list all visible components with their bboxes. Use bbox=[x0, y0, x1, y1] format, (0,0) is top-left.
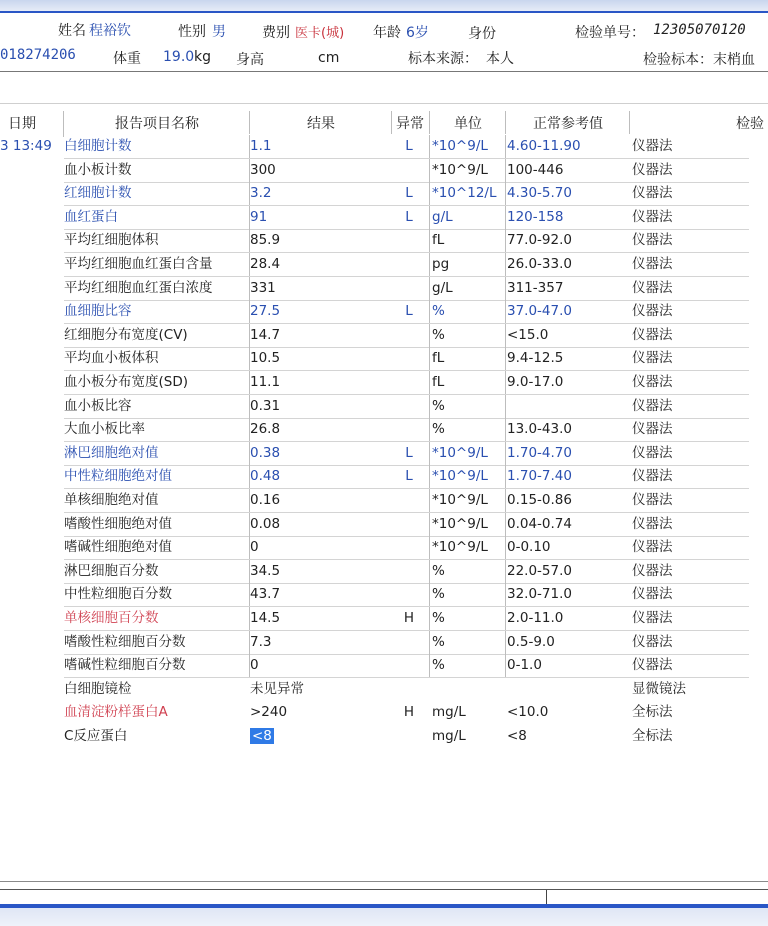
window-bottom-bar bbox=[0, 904, 768, 926]
item-unit: % bbox=[432, 633, 445, 650]
item-ref-range: 120-158 bbox=[507, 208, 564, 225]
item-flag bbox=[392, 631, 426, 654]
col-divider bbox=[429, 253, 430, 276]
item-ref-range: 37.0-47.0 bbox=[507, 303, 572, 320]
table-row[interactable] bbox=[0, 442, 768, 466]
item-unit: fL bbox=[432, 350, 445, 367]
item-flag bbox=[392, 395, 426, 418]
item-method: 仪器法 bbox=[632, 468, 673, 485]
item-result: 0.16 bbox=[250, 492, 281, 508]
item-unit: % bbox=[432, 562, 445, 579]
item-ref-range: 0.5-9.0 bbox=[507, 633, 555, 650]
item-unit: fL bbox=[432, 232, 445, 249]
item-ref-range: 1.70-7.40 bbox=[507, 468, 572, 485]
table-row[interactable] bbox=[0, 277, 768, 301]
col-divider bbox=[249, 277, 250, 300]
item-unit: *10^9/L bbox=[432, 492, 488, 508]
item-ref-range: 77.0-92.0 bbox=[507, 232, 572, 249]
sample-source: 本人 bbox=[486, 51, 514, 67]
item-unit: g/L bbox=[432, 279, 453, 296]
col-divider bbox=[505, 300, 506, 323]
col-divider bbox=[505, 371, 506, 394]
col-divider bbox=[505, 324, 506, 347]
item-result: 0 bbox=[250, 657, 259, 674]
col-divider bbox=[249, 159, 250, 182]
col-divider bbox=[429, 513, 430, 536]
item-unit: % bbox=[432, 610, 445, 626]
col-header-ref[interactable]: 正常参考值 bbox=[533, 116, 603, 132]
col-divider bbox=[391, 111, 392, 134]
weight-value: 19.0 bbox=[163, 49, 195, 65]
col-divider bbox=[249, 206, 250, 229]
table-row[interactable] bbox=[0, 395, 768, 419]
item-method: 仪器法 bbox=[632, 185, 673, 202]
item-result: 85.9 bbox=[250, 232, 281, 249]
item-name: 血小板计数 bbox=[64, 161, 132, 178]
item-unit: *10^9/L bbox=[432, 515, 488, 532]
item-flag bbox=[392, 536, 426, 559]
col-divider bbox=[505, 465, 506, 488]
table-row[interactable] bbox=[0, 560, 768, 584]
col-divider bbox=[429, 442, 430, 465]
col-divider bbox=[249, 560, 250, 583]
item-unit bbox=[432, 678, 506, 701]
table-row[interactable] bbox=[0, 418, 768, 442]
item-method: 仪器法 bbox=[632, 232, 673, 249]
item-result: 331 bbox=[250, 279, 276, 296]
item-flag bbox=[392, 583, 426, 606]
item-method: 仪器法 bbox=[632, 492, 673, 508]
col-divider bbox=[505, 536, 506, 559]
item-unit: % bbox=[432, 303, 445, 320]
item-method: 仪器法 bbox=[632, 326, 673, 343]
col-divider bbox=[249, 182, 250, 205]
col-divider bbox=[429, 347, 430, 370]
item-method: 仪器法 bbox=[632, 279, 673, 296]
item-flag: L bbox=[405, 468, 413, 485]
col-header-result[interactable]: 结果 bbox=[307, 116, 335, 132]
item-unit: % bbox=[432, 586, 445, 603]
item-unit: pg bbox=[432, 256, 450, 272]
col-divider bbox=[505, 206, 506, 229]
col-divider bbox=[505, 253, 506, 276]
item-method: 仪器法 bbox=[632, 256, 673, 272]
item-result: 26.8 bbox=[250, 421, 281, 438]
col-divider bbox=[505, 654, 506, 677]
item-ref-range: 22.0-57.0 bbox=[507, 562, 572, 579]
col-divider bbox=[505, 277, 506, 300]
item-method: 仪器法 bbox=[632, 138, 673, 154]
item-name: 嗜酸性粒细胞百分数 bbox=[64, 633, 186, 650]
name-label: 姓名 bbox=[58, 23, 86, 39]
item-flag bbox=[392, 418, 426, 441]
col-divider bbox=[629, 111, 630, 134]
col-divider bbox=[429, 300, 430, 323]
col-divider bbox=[249, 111, 250, 134]
col-divider bbox=[505, 182, 506, 205]
item-ref-range: 9.0-17.0 bbox=[507, 374, 564, 390]
item-result: 43.7 bbox=[250, 586, 281, 603]
col-divider bbox=[249, 253, 250, 276]
height-unit: cm bbox=[318, 50, 340, 66]
item-method: 仪器法 bbox=[632, 539, 673, 556]
item-method: 全标法 bbox=[632, 728, 673, 744]
col-divider bbox=[249, 442, 250, 465]
item-result: 0 bbox=[250, 539, 259, 556]
item-ref-range bbox=[507, 678, 627, 701]
col-divider bbox=[249, 135, 250, 158]
item-ref-range: 0.15-0.86 bbox=[507, 492, 572, 508]
item-name: 淋巴细胞绝对值 bbox=[64, 444, 159, 461]
item-name: 平均红细胞血红蛋白含量 bbox=[64, 256, 213, 272]
item-method: 仪器法 bbox=[632, 421, 673, 438]
table-row[interactable] bbox=[0, 631, 768, 655]
item-result: 34.5 bbox=[250, 562, 281, 579]
item-method: 仪器法 bbox=[632, 562, 673, 579]
item-unit: % bbox=[432, 397, 445, 414]
patient-name: 程裕钦 bbox=[89, 23, 131, 39]
item-result: 28.4 bbox=[250, 256, 281, 272]
table-row[interactable] bbox=[0, 229, 768, 253]
item-flag bbox=[392, 347, 426, 370]
item-ref-range: 100-446 bbox=[507, 161, 564, 178]
table-row[interactable] bbox=[0, 347, 768, 371]
table-row[interactable] bbox=[0, 159, 768, 183]
row-time: 3 13:49 bbox=[0, 138, 52, 154]
table-row[interactable] bbox=[0, 678, 768, 702]
item-result: 1.1 bbox=[250, 138, 272, 154]
col-divider bbox=[249, 418, 250, 441]
item-flag bbox=[392, 654, 426, 677]
col-divider bbox=[505, 442, 506, 465]
col-divider bbox=[505, 513, 506, 536]
item-result: 0.38 bbox=[250, 444, 281, 461]
col-divider bbox=[429, 206, 430, 229]
item-ref-range: 0-1.0 bbox=[507, 657, 542, 674]
item-result: >240 bbox=[250, 704, 288, 721]
item-ref-range: 2.0-11.0 bbox=[507, 610, 564, 626]
item-name: 单核细胞百分数 bbox=[64, 610, 159, 626]
col-divider bbox=[429, 229, 430, 252]
sex-label: 性别 bbox=[178, 24, 206, 40]
item-ref-range: <8 bbox=[507, 728, 527, 744]
col-divider bbox=[505, 631, 506, 654]
item-flag bbox=[392, 253, 426, 276]
item-unit: *10^12/L bbox=[432, 185, 497, 202]
item-name: 血小板分布宽度(SD) bbox=[64, 374, 188, 390]
col-divider bbox=[429, 418, 430, 441]
col-divider bbox=[505, 489, 506, 512]
item-flag bbox=[392, 513, 426, 536]
item-flag: L bbox=[405, 185, 413, 202]
table-row[interactable] bbox=[0, 725, 768, 749]
item-method: 仪器法 bbox=[632, 303, 673, 320]
item-ref-range: 9.4-12.5 bbox=[507, 350, 564, 367]
table-row[interactable] bbox=[0, 300, 768, 324]
height-label: 身高 bbox=[236, 52, 264, 68]
item-unit: mg/L bbox=[432, 728, 466, 744]
table-row[interactable] bbox=[0, 324, 768, 348]
col-divider bbox=[429, 583, 430, 606]
item-result: 14.5 bbox=[250, 610, 281, 626]
col-divider bbox=[429, 371, 430, 394]
item-unit: % bbox=[432, 657, 445, 674]
col-divider bbox=[429, 560, 430, 583]
item-name: 平均血小板体积 bbox=[64, 350, 159, 367]
col-divider bbox=[429, 159, 430, 182]
item-method: 仪器法 bbox=[632, 633, 673, 650]
col-divider bbox=[505, 159, 506, 182]
col-divider bbox=[429, 631, 430, 654]
col-divider bbox=[249, 607, 250, 630]
item-method: 仪器法 bbox=[632, 586, 673, 603]
table-row[interactable] bbox=[0, 513, 768, 537]
item-result: 11.1 bbox=[250, 374, 281, 390]
col-divider bbox=[249, 371, 250, 394]
col-header-method[interactable]: 检验 bbox=[736, 116, 764, 132]
item-unit: *10^9/L bbox=[432, 444, 488, 461]
item-unit: fL bbox=[432, 374, 445, 390]
item-flag bbox=[392, 371, 426, 394]
item-name: 嗜碱性粒细胞百分数 bbox=[64, 657, 186, 674]
item-flag bbox=[392, 489, 426, 512]
col-divider bbox=[429, 135, 430, 158]
item-ref-range: 1.70-4.70 bbox=[507, 444, 572, 461]
item-unit: mg/L bbox=[432, 704, 466, 721]
item-unit: *10^9/L bbox=[432, 539, 488, 556]
col-divider bbox=[63, 111, 64, 137]
item-name: 平均红细胞血红蛋白浓度 bbox=[64, 279, 213, 296]
item-flag: L bbox=[405, 444, 413, 461]
item-flag: H bbox=[403, 704, 415, 721]
col-header-flag[interactable]: 异常 bbox=[396, 116, 424, 132]
item-name: 红细胞分布宽度(CV) bbox=[64, 326, 188, 343]
item-unit: % bbox=[432, 421, 445, 438]
weight-label: 体重 bbox=[113, 51, 141, 67]
item-name: 白细胞镜检 bbox=[64, 680, 132, 697]
item-flag: L bbox=[405, 208, 413, 225]
item-result: 0.08 bbox=[250, 515, 281, 532]
item-method: 仪器法 bbox=[632, 515, 673, 532]
item-flag bbox=[392, 159, 426, 182]
footer-tick bbox=[546, 890, 547, 904]
item-result: 300 bbox=[250, 161, 276, 178]
item-name: 平均红细胞体积 bbox=[64, 232, 159, 249]
item-result: 0.31 bbox=[250, 397, 281, 414]
item-result: 3.2 bbox=[250, 185, 272, 202]
table-row[interactable] bbox=[0, 654, 768, 678]
patient-sex: 男 bbox=[212, 24, 226, 40]
item-result: 10.5 bbox=[250, 350, 281, 367]
col-divider bbox=[249, 513, 250, 536]
col-divider bbox=[429, 489, 430, 512]
age-label: 年龄 bbox=[373, 25, 401, 41]
col-divider bbox=[249, 324, 250, 347]
table-row[interactable] bbox=[0, 371, 768, 395]
item-ref-range: 0.04-0.74 bbox=[507, 515, 572, 532]
col-divider bbox=[249, 300, 250, 323]
col-divider bbox=[505, 111, 506, 134]
item-name: 中性粒细胞绝对值 bbox=[64, 468, 172, 485]
table-row[interactable] bbox=[0, 465, 768, 489]
item-name: 血清淀粉样蛋白A bbox=[64, 704, 168, 721]
item-name: 红细胞计数 bbox=[64, 185, 132, 202]
item-flag: L bbox=[405, 303, 413, 320]
item-ref-range: 0-0.10 bbox=[507, 539, 551, 556]
col-divider bbox=[505, 347, 506, 370]
footer-divider bbox=[0, 881, 768, 882]
col-header-name[interactable]: 报告项目名称 bbox=[115, 116, 199, 132]
item-flag: L bbox=[405, 138, 413, 154]
item-name: 嗜碱性细胞绝对值 bbox=[64, 539, 172, 556]
item-method: 仪器法 bbox=[632, 161, 673, 178]
item-name: 嗜酸性细胞绝对值 bbox=[64, 515, 172, 532]
footer-divider-2 bbox=[0, 889, 768, 890]
item-result: 27.5 bbox=[250, 303, 281, 320]
col-divider bbox=[505, 607, 506, 630]
report-no-label: 检验单号： bbox=[575, 25, 645, 41]
col-divider bbox=[429, 465, 430, 488]
id-label: 身份 bbox=[468, 26, 496, 42]
item-ref-range: 4.60-11.90 bbox=[507, 138, 581, 154]
item-method: 仪器法 bbox=[632, 397, 673, 414]
top-accent-line bbox=[0, 11, 768, 13]
item-result: 未见异常 bbox=[250, 680, 304, 697]
table-row[interactable] bbox=[0, 206, 768, 230]
item-ref-range: <10.0 bbox=[507, 704, 549, 721]
col-header-unit[interactable]: 单位 bbox=[454, 116, 482, 132]
table-top-border bbox=[0, 103, 768, 104]
table-row[interactable] bbox=[0, 607, 768, 631]
item-flag bbox=[392, 277, 426, 300]
col-divider bbox=[429, 607, 430, 630]
item-unit: g/L bbox=[432, 208, 453, 225]
item-result: 7.3 bbox=[250, 633, 272, 650]
col-divider bbox=[249, 654, 250, 677]
item-flag bbox=[392, 725, 426, 748]
item-name: C反应蛋白 bbox=[64, 728, 128, 744]
item-name: 血红蛋白 bbox=[64, 208, 118, 225]
item-unit: *10^9/L bbox=[432, 468, 488, 485]
col-divider bbox=[429, 395, 430, 418]
table-row[interactable] bbox=[0, 583, 768, 607]
item-flag bbox=[392, 229, 426, 252]
item-result: 14.7 bbox=[250, 326, 281, 343]
table-row[interactable] bbox=[0, 135, 768, 159]
item-method: 仪器法 bbox=[632, 374, 673, 390]
col-divider bbox=[429, 277, 430, 300]
item-ref-range: 26.0-33.0 bbox=[507, 256, 572, 272]
item-method: 仪器法 bbox=[632, 610, 673, 626]
item-unit: *10^9/L bbox=[432, 161, 488, 178]
item-ref-range: 4.30-5.70 bbox=[507, 185, 572, 202]
item-name: 淋巴细胞百分数 bbox=[64, 562, 159, 579]
weight-unit: kg bbox=[194, 49, 211, 65]
item-result: 0.48 bbox=[250, 468, 281, 485]
table-row[interactable] bbox=[0, 701, 768, 725]
col-divider bbox=[249, 395, 250, 418]
col-divider bbox=[429, 182, 430, 205]
item-ref-range: 13.0-43.0 bbox=[507, 421, 572, 438]
item-unit: *10^9/L bbox=[432, 138, 488, 154]
item-flag bbox=[392, 560, 426, 583]
item-ref-range: 32.0-71.0 bbox=[507, 586, 572, 603]
table-row[interactable] bbox=[0, 489, 768, 513]
item-method: 仪器法 bbox=[632, 350, 673, 367]
col-divider bbox=[249, 489, 250, 512]
patient-id: 018274206 bbox=[0, 47, 76, 63]
col-divider bbox=[429, 536, 430, 559]
item-name: 单核细胞绝对值 bbox=[64, 492, 159, 508]
table-row[interactable] bbox=[0, 253, 768, 277]
fee-type: 医卡(城) bbox=[295, 26, 345, 41]
table-row[interactable] bbox=[0, 536, 768, 560]
item-method: 全标法 bbox=[632, 704, 673, 721]
col-divider bbox=[249, 229, 250, 252]
col-divider bbox=[505, 135, 506, 158]
header-divider bbox=[0, 71, 768, 72]
item-method: 仪器法 bbox=[632, 657, 673, 674]
col-divider bbox=[249, 631, 250, 654]
report-no: 12305070120 bbox=[653, 22, 746, 38]
col-divider bbox=[429, 111, 430, 134]
item-ref-range: <15.0 bbox=[507, 326, 549, 343]
col-divider bbox=[429, 324, 430, 347]
item-name: 中性粒细胞百分数 bbox=[64, 586, 172, 603]
col-divider bbox=[505, 395, 506, 418]
col-divider bbox=[505, 560, 506, 583]
item-name: 血小板比容 bbox=[64, 397, 132, 414]
item-flag bbox=[392, 678, 426, 701]
sample-type: 检验标本：末梢血 bbox=[643, 52, 755, 68]
sample-source-label: 标本来源： bbox=[408, 51, 478, 67]
item-ref-range bbox=[507, 395, 627, 418]
col-divider bbox=[505, 229, 506, 252]
item-method: 仪器法 bbox=[632, 208, 673, 225]
item-result[interactable]: <8 bbox=[252, 728, 272, 744]
col-divider bbox=[429, 654, 430, 677]
fee-label: 费别 bbox=[262, 25, 290, 41]
item-name: 白细胞计数 bbox=[64, 138, 132, 154]
item-name: 血细胞比容 bbox=[64, 303, 132, 320]
col-divider bbox=[505, 418, 506, 441]
item-unit: % bbox=[432, 326, 445, 343]
item-ref-range: 311-357 bbox=[507, 279, 564, 296]
col-divider bbox=[505, 583, 506, 606]
table-row[interactable] bbox=[0, 182, 768, 206]
patient-age: 6岁 bbox=[406, 25, 429, 41]
col-divider bbox=[249, 465, 250, 488]
col-divider bbox=[249, 347, 250, 370]
item-result: 91 bbox=[250, 208, 268, 225]
item-name: 大血小板比率 bbox=[64, 421, 145, 438]
item-flag: H bbox=[403, 610, 415, 626]
item-flag bbox=[392, 324, 426, 347]
col-divider bbox=[249, 583, 250, 606]
col-divider bbox=[249, 536, 250, 559]
item-method: 仪器法 bbox=[632, 444, 673, 461]
item-method: 显微镜法 bbox=[632, 680, 686, 697]
col-header-date[interactable]: 日期 bbox=[8, 116, 36, 132]
